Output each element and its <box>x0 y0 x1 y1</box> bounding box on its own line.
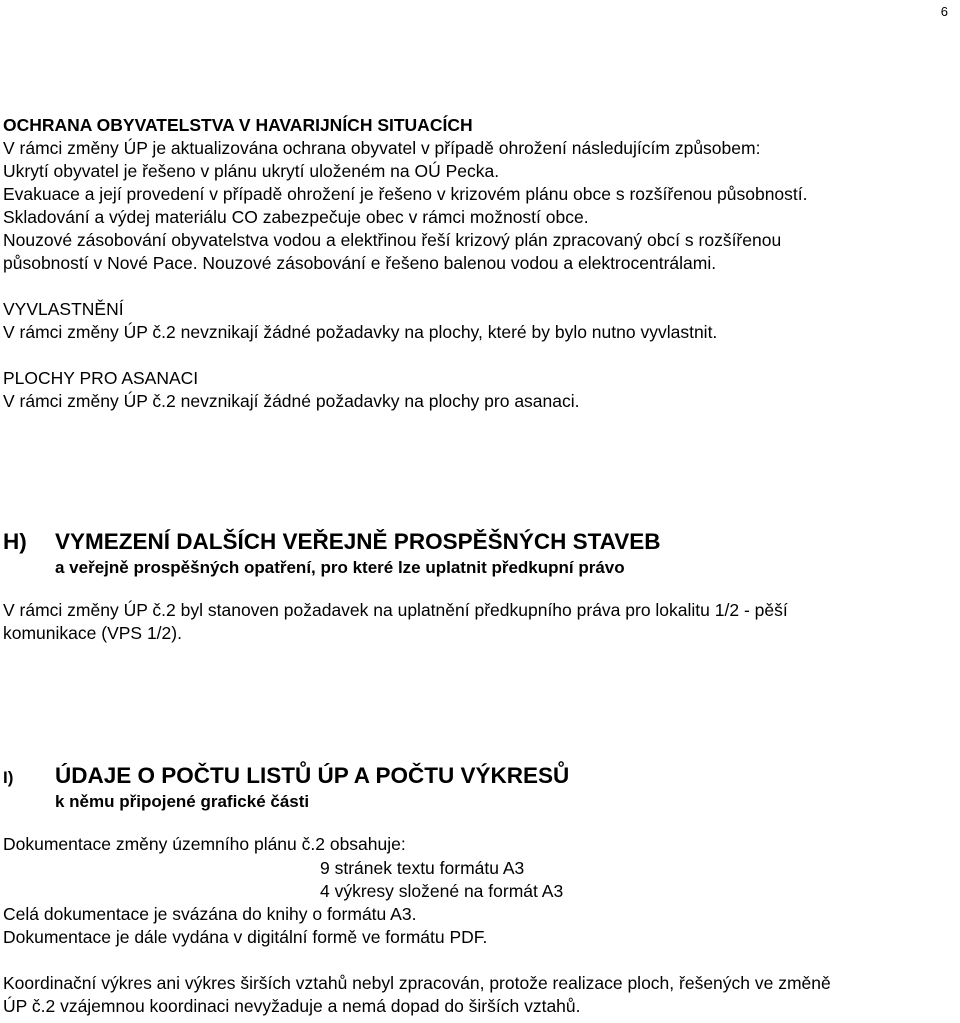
section-heading-h <box>3 528 661 556</box>
paragraph-line: Skladování a výdej materiálu CO zabezpečuje obec v rámci možností obce. <box>3 207 589 227</box>
paragraph-line: Dokumentace změny územního plánu č.2 obsahuje: <box>3 834 406 854</box>
section-letter: I) <box>3 768 14 787</box>
paragraph-line: V rámci změny ÚP č.2 byl stanoven požadavek na uplatnění předkupního práva pro lokalitu 1/2 - pěší <box>3 600 788 620</box>
page-number: 6 <box>940 4 948 19</box>
paragraph-line: Dokumentace je dále vydána v digitální formě ve formátu PDF. <box>3 927 488 947</box>
paragraph-line: Nouzové zásobování obyvatelstva vodou a elektřinou řeší krizový plán zpracovaný obcí s rozšířenou <box>3 230 782 250</box>
paragraph-line: V rámci změny ÚP č.2 nevznikají žádné požadavky na plochy, které by bylo nutno vyvlastnit. <box>3 322 718 342</box>
paragraph-line: působností v Nové Pace. Nouzové zásobování e řešeno balenou vodou a elektrocentrálami. <box>3 253 717 273</box>
paragraph-line: ÚP č.2 vzájemnou koordinaci nevyžaduje a nemá dopad do širších vztahů. <box>3 996 581 1016</box>
paragraph-line: Celá dokumentace je svázána do knihy o formátu A3. <box>3 904 417 924</box>
section-title-sanitation: PLOCHY PRO ASANACI <box>3 368 199 388</box>
section-title-civil-protection: OCHRANA OBYVATELSTVA V HAVARIJNÍCH SITUACÍCH <box>3 115 473 135</box>
section-heading-title: VYMEZENÍ DALŠÍCH VEŘEJNĚ PROSPĚŠNÝCH STAVEB <box>55 529 661 554</box>
list-item: 4 výkresy složené na formát A3 <box>320 881 564 901</box>
paragraph-line: Ukrytí obyvatel je řešeno v plánu ukrytí uloženém na OÚ Pecka. <box>3 161 500 181</box>
section-subtitle: a veřejně prospěšných opatření, pro které lze uplatnit předkupní právo <box>55 558 625 577</box>
paragraph-line: komunikace (VPS 1/2). <box>3 623 182 643</box>
section-heading-title: ÚDAJE O POČTU LISTŮ ÚP A POČTU VÝKRESŮ <box>55 763 570 788</box>
section-subtitle: k němu připojené grafické části <box>55 792 310 811</box>
list-item: 9 stránek textu formátu A3 <box>320 858 525 878</box>
section-title-expropriation: VYVLASTNĚNÍ <box>3 299 124 319</box>
section-letter: H) <box>3 529 27 554</box>
paragraph-line: V rámci změny ÚP č.2 nevznikají žádné požadavky na plochy pro asanaci. <box>3 391 580 411</box>
paragraph-line: V rámci změny ÚP je aktualizována ochrana obyvatel v případě ohrožení následujícím způsobem: <box>3 138 761 158</box>
paragraph-line: Koordinační výkres ani výkres širších vztahů nebyl zpracován, protože realizace ploch, řešených ve změně <box>3 973 831 993</box>
paragraph-line: Evakuace a její provedení v případě ohrožení je řešeno v krizovém plánu obce s rozšířenou působností. <box>3 184 808 204</box>
section-heading-i <box>3 762 570 792</box>
